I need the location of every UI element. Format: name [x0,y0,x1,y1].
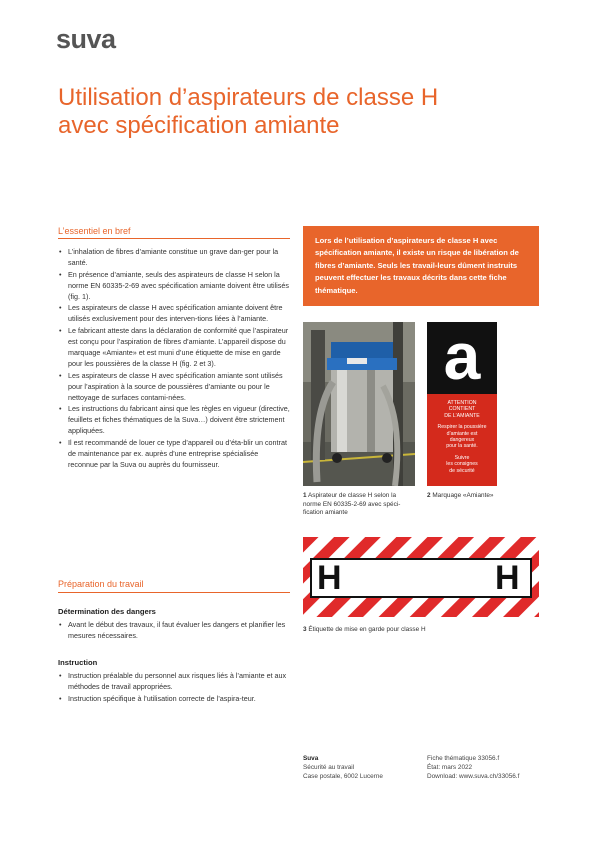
label-line: d’amiante est [446,430,478,437]
footer-address [303,754,423,781]
label-line: de sécurité [449,467,475,474]
figure-caption-3 [303,626,539,635]
label-line: DE L’AMIANTE [444,412,480,419]
letter-h-right: H [495,559,520,597]
footer-reference [427,754,557,781]
footer-ref: Fiche thématique 33056.f [427,755,500,762]
caption-text: Aspirateur de classe H selon la norme EN 60335-2-69 avec spéci-fication amiante [303,492,401,517]
list-item: • Les aspirateurs de classe H avec spécification amiante doivent être utilisés exclusivement pour des interven-tions liées à l’amiante. [58,302,290,324]
figure-number: 3 [303,626,307,633]
amiante-label [427,319,497,486]
section-heading-essentiel: L’essentiel en bref [58,226,131,236]
footer-download-link[interactable]: Download: www.suva.ch/33056.f [427,773,520,780]
letter-a: a [443,319,481,393]
suva-logo: suva [56,24,116,54]
list-item: • L’inhalation de fibres d’amiante constitue un grave dan-ger pour la santé. [58,246,290,268]
class-h-warning-label [303,537,539,617]
instruction-list [58,670,290,704]
label-line: dangereux [449,437,475,444]
footer-line: Case postale, 6002 Lucerne [303,773,383,780]
list-item: • En présence d’amiante, seuls des aspirateurs de classe H selon la norme EN 60335-2-69 avec spécification amiante doivent être utilisés (fig. 1). [58,269,290,302]
list-item: • Le fabricant atteste dans la déclaration de conformité que l’aspirateur est conçu pour l’aspiration de fibres d’amiante. L’appareil dispose du marquage «Amiante» et est muni d’une étiquette de mise en garde pour les poussières de la classe H (fig. 2 et 3). [58,325,290,369]
section-rule [58,238,290,239]
figure-caption-2 [427,492,537,501]
vacuum-cleaner-icon [303,322,415,486]
caption-text: Étiquette de mise en garde pour classe H [308,626,426,633]
label-line: ATTENTION [447,400,477,406]
figure-caption-1 [303,492,415,518]
label-line: Suivre [454,454,470,461]
letter-h-left: H [317,559,342,597]
figure-number: 2 [427,492,431,499]
section-rule [58,592,290,593]
label-line: Respirer la poussière [437,424,487,431]
warning-callout: Lors de l’utilisation d’aspirateurs de classe H avec spécification amiante, il existe un risque de libération de fibres d’amiante. Seuls les travail-leurs dûment instruits peuvent effectuer les travaux décrits dans cette fiche thématique. [303,226,539,306]
title-line-2: avec spécification amiante [58,112,340,139]
section-heading-preparation: Préparation du travail [58,579,144,589]
list-item: • Instruction spécifique à l’utilisation correcte de l’aspira-teur. [58,693,290,704]
title-line-1: Utilisation d’aspirateurs de classe H [58,84,439,111]
essentiel-list [58,246,290,471]
label-line: les consignes [446,461,478,468]
dangers-list [58,619,290,642]
footer-line: Sécurité au travail [303,764,355,771]
figure-number: 1 [303,492,307,499]
list-item: • Il est recommandé de louer ce type d’appareil ou d’éta-blir un contrat de maintenance par ex. auprès d’une entreprise spécialisée reconnue par la Suva ou auprès du fournisseur. [58,437,290,470]
label-line: pour la santé. [446,443,478,450]
page-title [58,84,538,140]
subheading-dangers: Détermination des dangers [58,607,156,616]
label-line: CONTIENT [448,406,476,413]
subheading-instruction: Instruction [58,658,98,667]
amiante-label-bottom [427,394,497,486]
vacuum-photo [303,322,415,486]
footer-ref: État: mars 2022 [427,764,473,771]
caption-text: Marquage «Amiante» [432,492,494,499]
list-item: • Instruction préalable du personnel aux risques liés à l’amiante et aux méthodes de travail appropriées. [58,670,290,692]
list-item: • Les instructions du fabricant ainsi que les règles en vigueur (directive, feuillets et fiches thématiques de la Suva…) doivent être strictement appliquées. [58,403,290,436]
list-item: • Les aspirateurs de classe H avec spécification amiante sont utilisés pour l’aspiration à la source de poussières d’amiante ou pour le nettoyage de surfaces contami-nées. [58,370,290,403]
amiante-label-top [427,319,497,394]
footer-org: Suva [303,755,319,762]
list-item: • Avant le début des travaux, il faut évaluer les dangers et planifier les mesures nécessaires. [58,619,290,641]
